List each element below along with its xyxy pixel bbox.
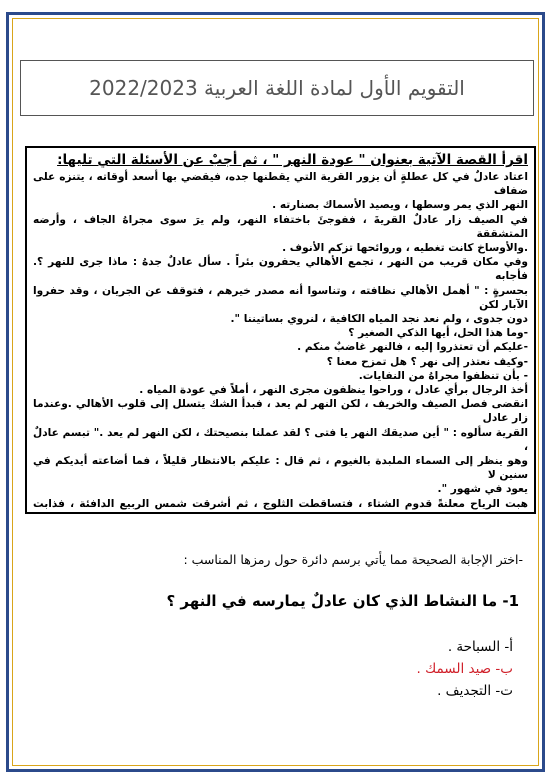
- option-a[interactable]: [213, 636, 513, 658]
- option-a-label: أ- السباحة .: [447, 639, 513, 655]
- story-box: [25, 146, 536, 514]
- story-line: بحسرةٍ : " أهمل الأهالي نظافته ، وتناسوا أنه مصدر خيرهم ، فتوقف عن الجريان ، وقد حفروا الآبار لكن: [33, 284, 528, 311]
- story-line: يعود في شهور ".: [437, 483, 528, 496]
- story-line: -وكيف نعتذر إلى نهر ؟ هل تمزح معنا ؟: [326, 355, 528, 368]
- story-heading: اقرأ القصة الآتية بعنوان " عودة النهر " ، ثم أجبْ عن الأسئلة التي تليها:: [57, 152, 528, 168]
- story-line: أخذ الرجال برأي عادل ، وراحوا ينظفون مجرى النهر ، أملاً في عودة المياه .: [139, 384, 528, 397]
- title-box: [20, 60, 534, 116]
- options-list: [213, 636, 513, 702]
- instruction-text: -اختر الإجابة الصحيحة مما يأتي برسم دائرة حول رمزها المناسب :: [183, 552, 523, 567]
- option-b-label: ب- صيد السمك .: [416, 661, 513, 677]
- story-line: وفي مكان قريب من النهر ، تجمع الأهالي يحفرون بئراً . سأل عادلٌ جدهُ : ماذا جرى للنهر ؟. فأجابه: [33, 256, 528, 283]
- story-line: دون جدوى ، ولم نعد نجد المياه الكافية ، لنروي بساتيننا ".: [230, 313, 528, 326]
- story-line: -عليكم أن تعتذروا إليه ، فالنهر غاضبٌ منكم .: [297, 341, 528, 354]
- question-1: 1- ما النشاط الذي كان عادلٌ يمارسه في النهر ؟: [166, 592, 519, 610]
- story-line: انقضى فصل الصيف والخريف ، لكن النهر لم يعد ، فبدأ الشك يتسلل إلى قلوب الأهالي .وعندما زار عادل: [33, 398, 528, 425]
- story-line: - بأن تنظفوا مجراهُ من النفايات.: [358, 369, 528, 382]
- story-line: في الصيف زار عادلٌ القريةَ ، ففوجئَ باختفاء النهر، ولم يرَ سوى مجراهُ الجاف ، وأرضه المتشققة: [33, 213, 528, 240]
- story-line: القرية سألوه : " أين صديقك النهر يا فتى ؟ لقد عملنا بنصيحتك ، لكن النهر لم يعد ." تبسم عادلٌ ،: [33, 426, 528, 453]
- story-line: النهر الذي يمر وسطها ، ويصيد الأسماك بصنارته .: [272, 199, 528, 212]
- story-line: -وما هذا الحل، أيها الذكي الصغير ؟: [348, 327, 528, 340]
- option-c[interactable]: [213, 680, 513, 702]
- option-c-label: ت- التجديف .: [437, 683, 513, 699]
- story-line: .والأوساخ كانت تغطيه ، وروائحها تزكم الأنوف .: [282, 242, 528, 255]
- exam-title: التقويم الأول لمادة اللغة العربية 2022/2023: [89, 76, 465, 100]
- story-line: هبت الرياح معلنةً قدوم الشتاء ، فتساقطت الثلوج ، ثم أشرقت شمس الربيع الدافئة ، فذابت: [33, 497, 528, 510]
- story-line: اعتاد عادلٌ في كل عطلةٍ أن يزور القرية التي يقطنها جده، فيقضي بها أسعد أوقاته ، يتنزه على ضفاف: [33, 171, 528, 198]
- option-b[interactable]: [213, 658, 513, 680]
- story-line: وهو ينظر إلى السماء الملبدة بالغيوم ، ثم قال : عليكم بالانتظار قليلاً ، فما أضاعته أيديكم في سنين لا: [33, 455, 528, 482]
